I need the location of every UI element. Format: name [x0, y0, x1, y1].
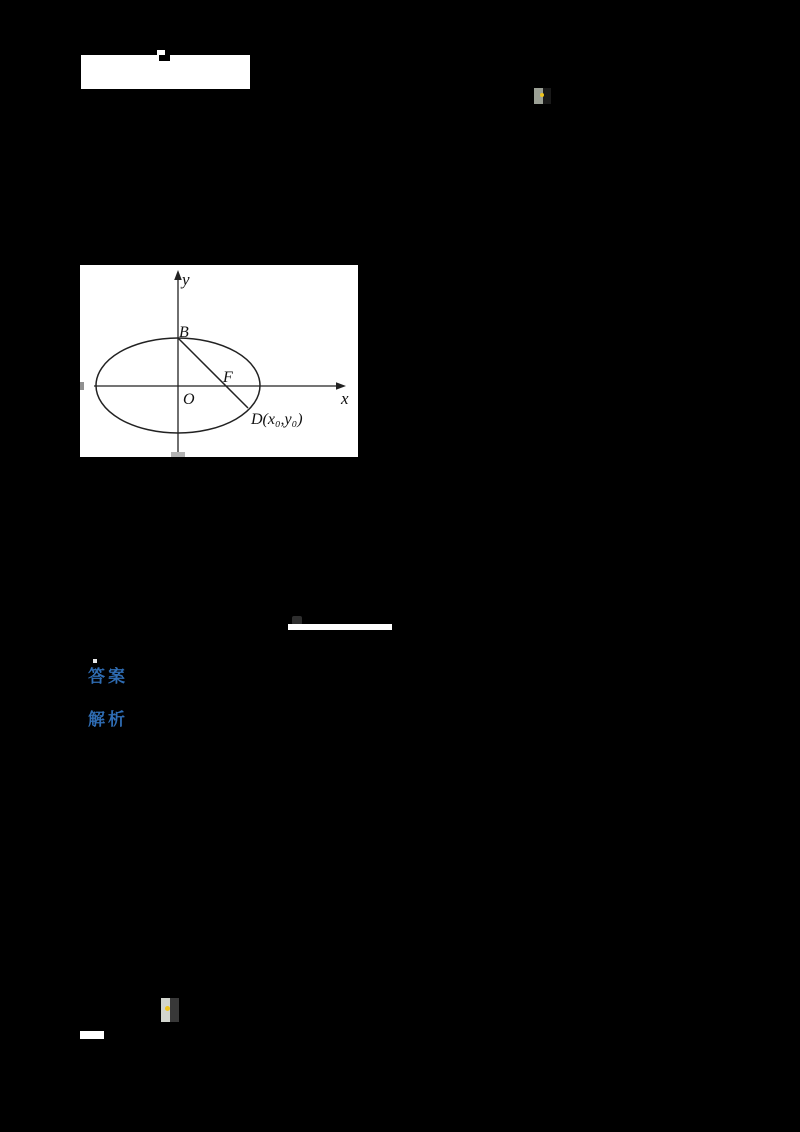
footer-redacted-bar — [80, 1031, 104, 1039]
fraction-bar — [288, 624, 392, 630]
focus-f-label: F — [223, 369, 233, 386]
marker-icon-bottom — [161, 998, 179, 1022]
point-d-label: D(x₀,y₀) — [251, 411, 303, 428]
ellipse-diagram — [80, 265, 358, 457]
analysis-badge: 解析 — [88, 710, 128, 729]
marker-icon-bottom-dark-half — [170, 998, 179, 1022]
x-axis-label: x — [341, 389, 349, 408]
ellipse-diagram-svg — [80, 265, 358, 457]
yellow-dot-icon — [165, 1006, 170, 1011]
point-b-label: B — [179, 324, 189, 341]
edge-artifact-bottom — [171, 452, 185, 457]
badge-speck — [93, 659, 97, 663]
masthead-notch — [159, 55, 170, 61]
yellow-dot-icon — [540, 93, 544, 97]
answer-badge: 答案 — [88, 667, 128, 686]
origin-label: O — [183, 391, 195, 408]
edge-artifact-left — [80, 382, 84, 390]
marker-icon-dark-half — [543, 88, 551, 104]
marker-icon — [534, 88, 551, 104]
y-axis-label: y — [182, 270, 190, 289]
y-axis-arrow-icon — [174, 270, 182, 280]
